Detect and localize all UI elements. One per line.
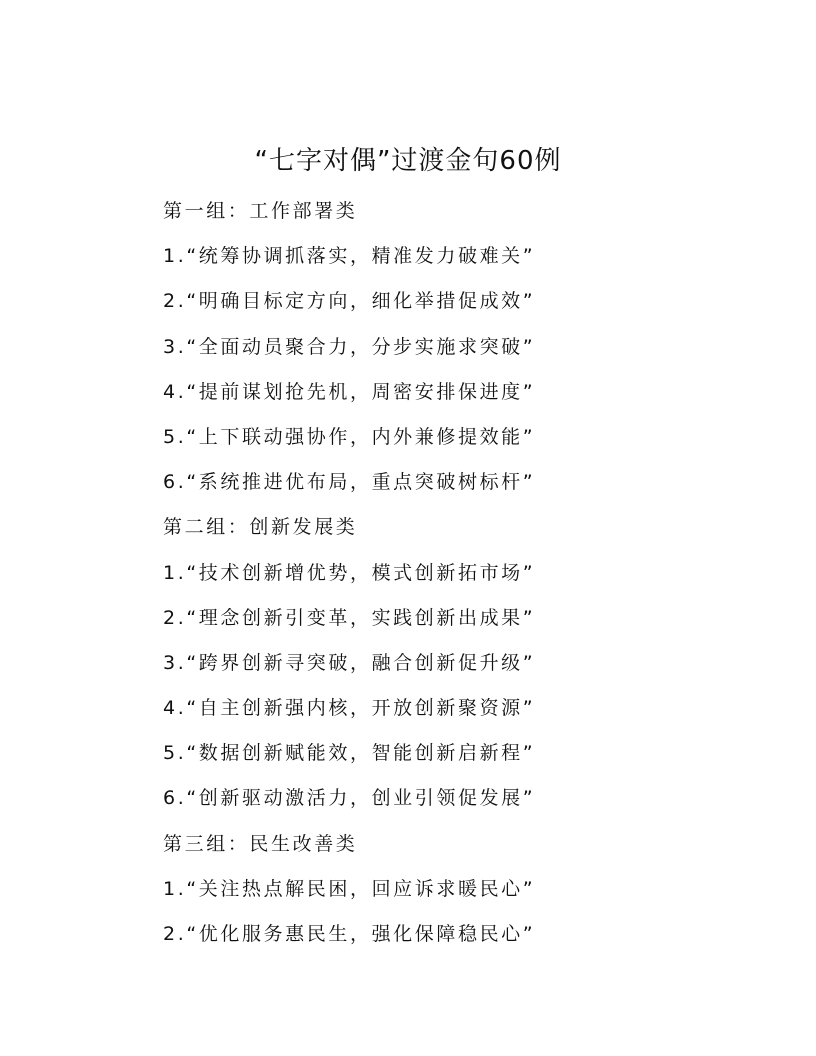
group-heading: 第三组：民生改善类 xyxy=(163,832,358,855)
list-item: 5.“上下联动强协作，内外兼修提效能” xyxy=(163,425,536,448)
list-item: 1.“统筹协调抓落实，精准发力破难关” xyxy=(163,245,536,268)
list-item: 1.“关注热点解民困，回应诉求暖民心” xyxy=(163,877,536,900)
list-item: 2.“明确目标定方向，细化举措促成效” xyxy=(163,290,536,313)
list-item: 3.“全面动员聚合力，分步实施求突破” xyxy=(163,335,536,358)
list-item: 1.“技术创新增优势，模式创新拓市场” xyxy=(163,561,536,584)
list-item: 5.“数据创新赋能效，智能创新启新程” xyxy=(163,742,536,765)
list-item: 4.“自主创新强内核，开放创新聚资源” xyxy=(163,697,536,720)
list-item: 6.“创新驱动激活力，创业引领促发展” xyxy=(163,787,536,810)
list-item: 2.“理念创新引变革，实践创新出成果” xyxy=(163,606,536,629)
list-item: 6.“系统推进优布局，重点突破树标杆” xyxy=(163,471,536,494)
document-body xyxy=(163,193,723,961)
list-item: 3.“跨界创新寻突破，融合创新促升级” xyxy=(163,651,536,674)
list-item: 2.“优化服务惠民生，强化保障稳民心” xyxy=(163,923,536,945)
group-heading: 第一组：工作部署类 xyxy=(163,200,358,222)
list-item: 4.“提前谋划抢先机，周密安排保进度” xyxy=(163,380,536,403)
group-heading: 第二组：创新发展类 xyxy=(163,516,358,539)
document-title: “七字对偶”过渡金句60例 xyxy=(254,146,562,176)
